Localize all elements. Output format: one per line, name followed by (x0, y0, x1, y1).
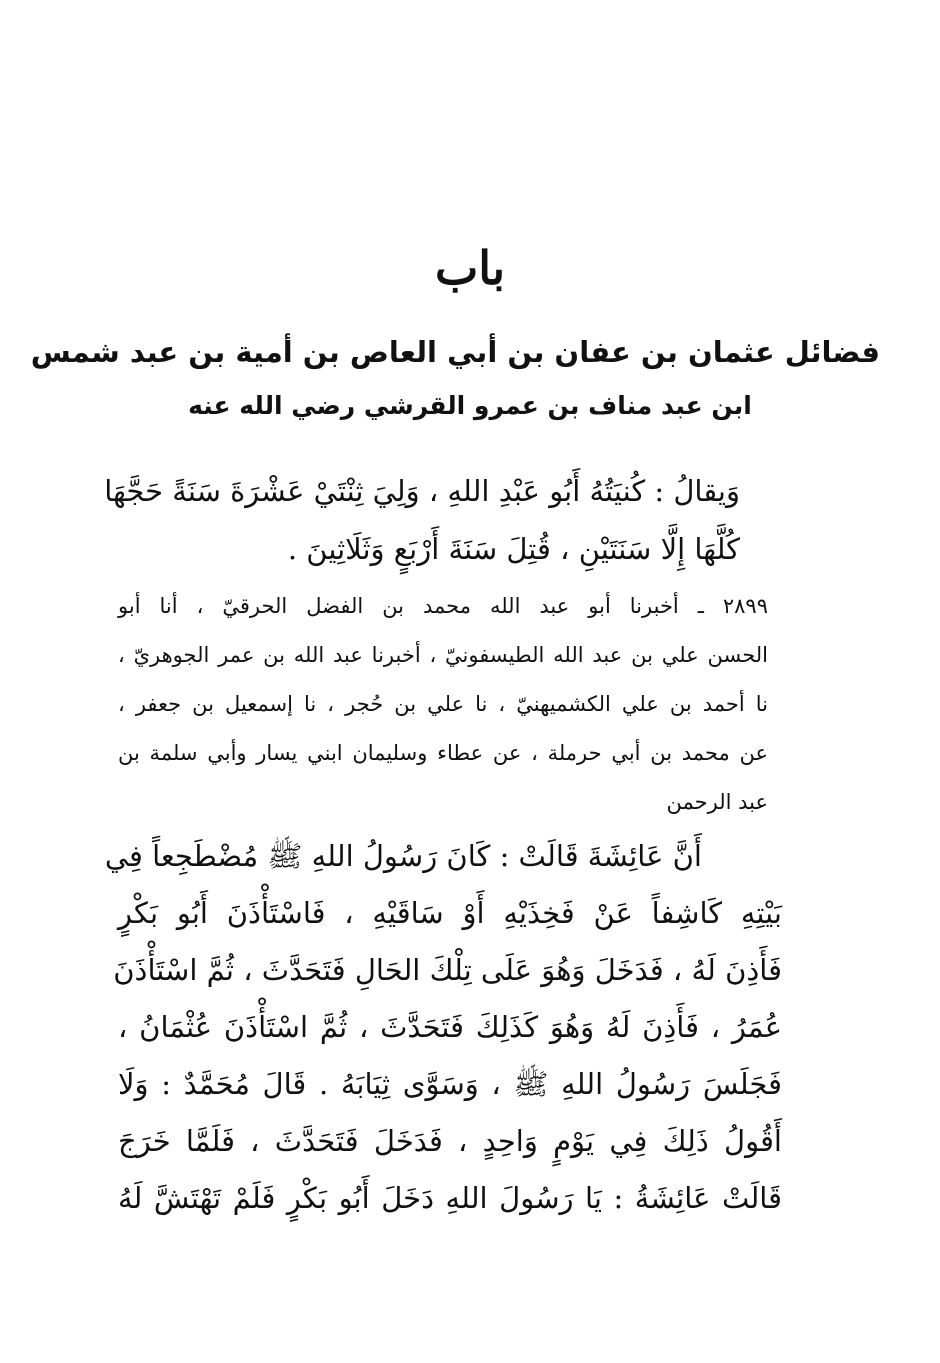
title-line-1: فضائل عثمان بن عفان بن أبي العاص بن أمية بن عبد شمس (30, 335, 880, 369)
hadith-line: قَالَتْ عَائِشَةُ : يَا رَسُولَ اللهِ دَخَلَ أَبُو بَكْرٍ فَلَمْ تَهْتَشَّ لَهُ (118, 1181, 782, 1215)
isnad-line: ٢٨٩٩ ـ أخبرنا أبو عبد الله محمد بن الفضل الحرقيّ ، أنا أبو (118, 594, 768, 618)
chapter-heading: باب (434, 241, 506, 295)
intro-line: كُلَّهَا إِلَّا سَنَتَيْنِ ، قُتِلَ سَنَةَ أَرْبَعٍ وَثَلَاثِينَ . (287, 532, 740, 566)
isnad-paragraph (118, 582, 768, 827)
intro-line: وَيقالُ : كُنيَتُهُ أَبُو عَبْدِ اللهِ ، وَلِيَ ثِنْتَيْ عَشْرَةَ سَنَةً حَجَّهَا (104, 474, 740, 508)
isnad-line: عبد الرحمن (666, 790, 768, 814)
isnad-line: عن محمد بن أبي حرملة ، عن عطاء وسليمان ابني يسار وأبي سلمة بن (118, 741, 768, 765)
hadith-line: بَيْتِهِ كَاشِفاً عَنْ فَخِذَيْهِ أَوْ سَاقَيْهِ ، فَاسْتَأْذَنَ أَبُو بَكْرٍ (118, 896, 782, 930)
hadith-line: فَأَذِنَ لَهُ ، فَدَخَلَ وَهُوَ عَلَى تِلْكَ الحَالِ فَتَحَدَّثَ ، ثُمَّ اسْتَأْذَنَ (113, 953, 782, 987)
hadith-line: فَجَلَسَ رَسُولُ اللهِ ﷺ ، وَسَوَّى ثِيَابَهُ . قَالَ مُحَمَّدٌ : وَلَا (118, 1067, 782, 1101)
hadith-line: عُمَرُ ، فَأَذِنَ لَهُ وَهُوَ كَذَلِكَ فَتَحَدَّثَ ، ثُمَّ اسْتَأْذَنَ عُثْمَانُ ، (118, 1010, 782, 1044)
isnad-line: الحسن علي بن عبد الله الطيسفونيّ ، أخبرنا عبد الله بن عمر الجوهريّ ، (118, 643, 768, 667)
hadith-line: أَنَّ عَائِشَةَ قَالَتْ : كَانَ رَسُولُ اللهِ ﷺ مُضْطَجِعاً فِي (104, 839, 702, 873)
isnad-line: نا أحمد بن علي الكشميهنيّ ، نا علي بن حُجر ، نا إسمعيل بن جعفر ، (118, 692, 768, 716)
hadith-line: أَقُولُ ذَلِكَ فِي يَوْمٍ وَاحِدٍ ، فَدَخَلَ فَتَحَدَّثَ ، فَلَمَّا خَرَجَ (118, 1124, 782, 1158)
title-line-2: ابن عبد مناف بن عمرو القرشي رضي الله عنه (188, 391, 752, 420)
intro-paragraph (104, 462, 740, 578)
hadith-text (104, 828, 782, 1227)
